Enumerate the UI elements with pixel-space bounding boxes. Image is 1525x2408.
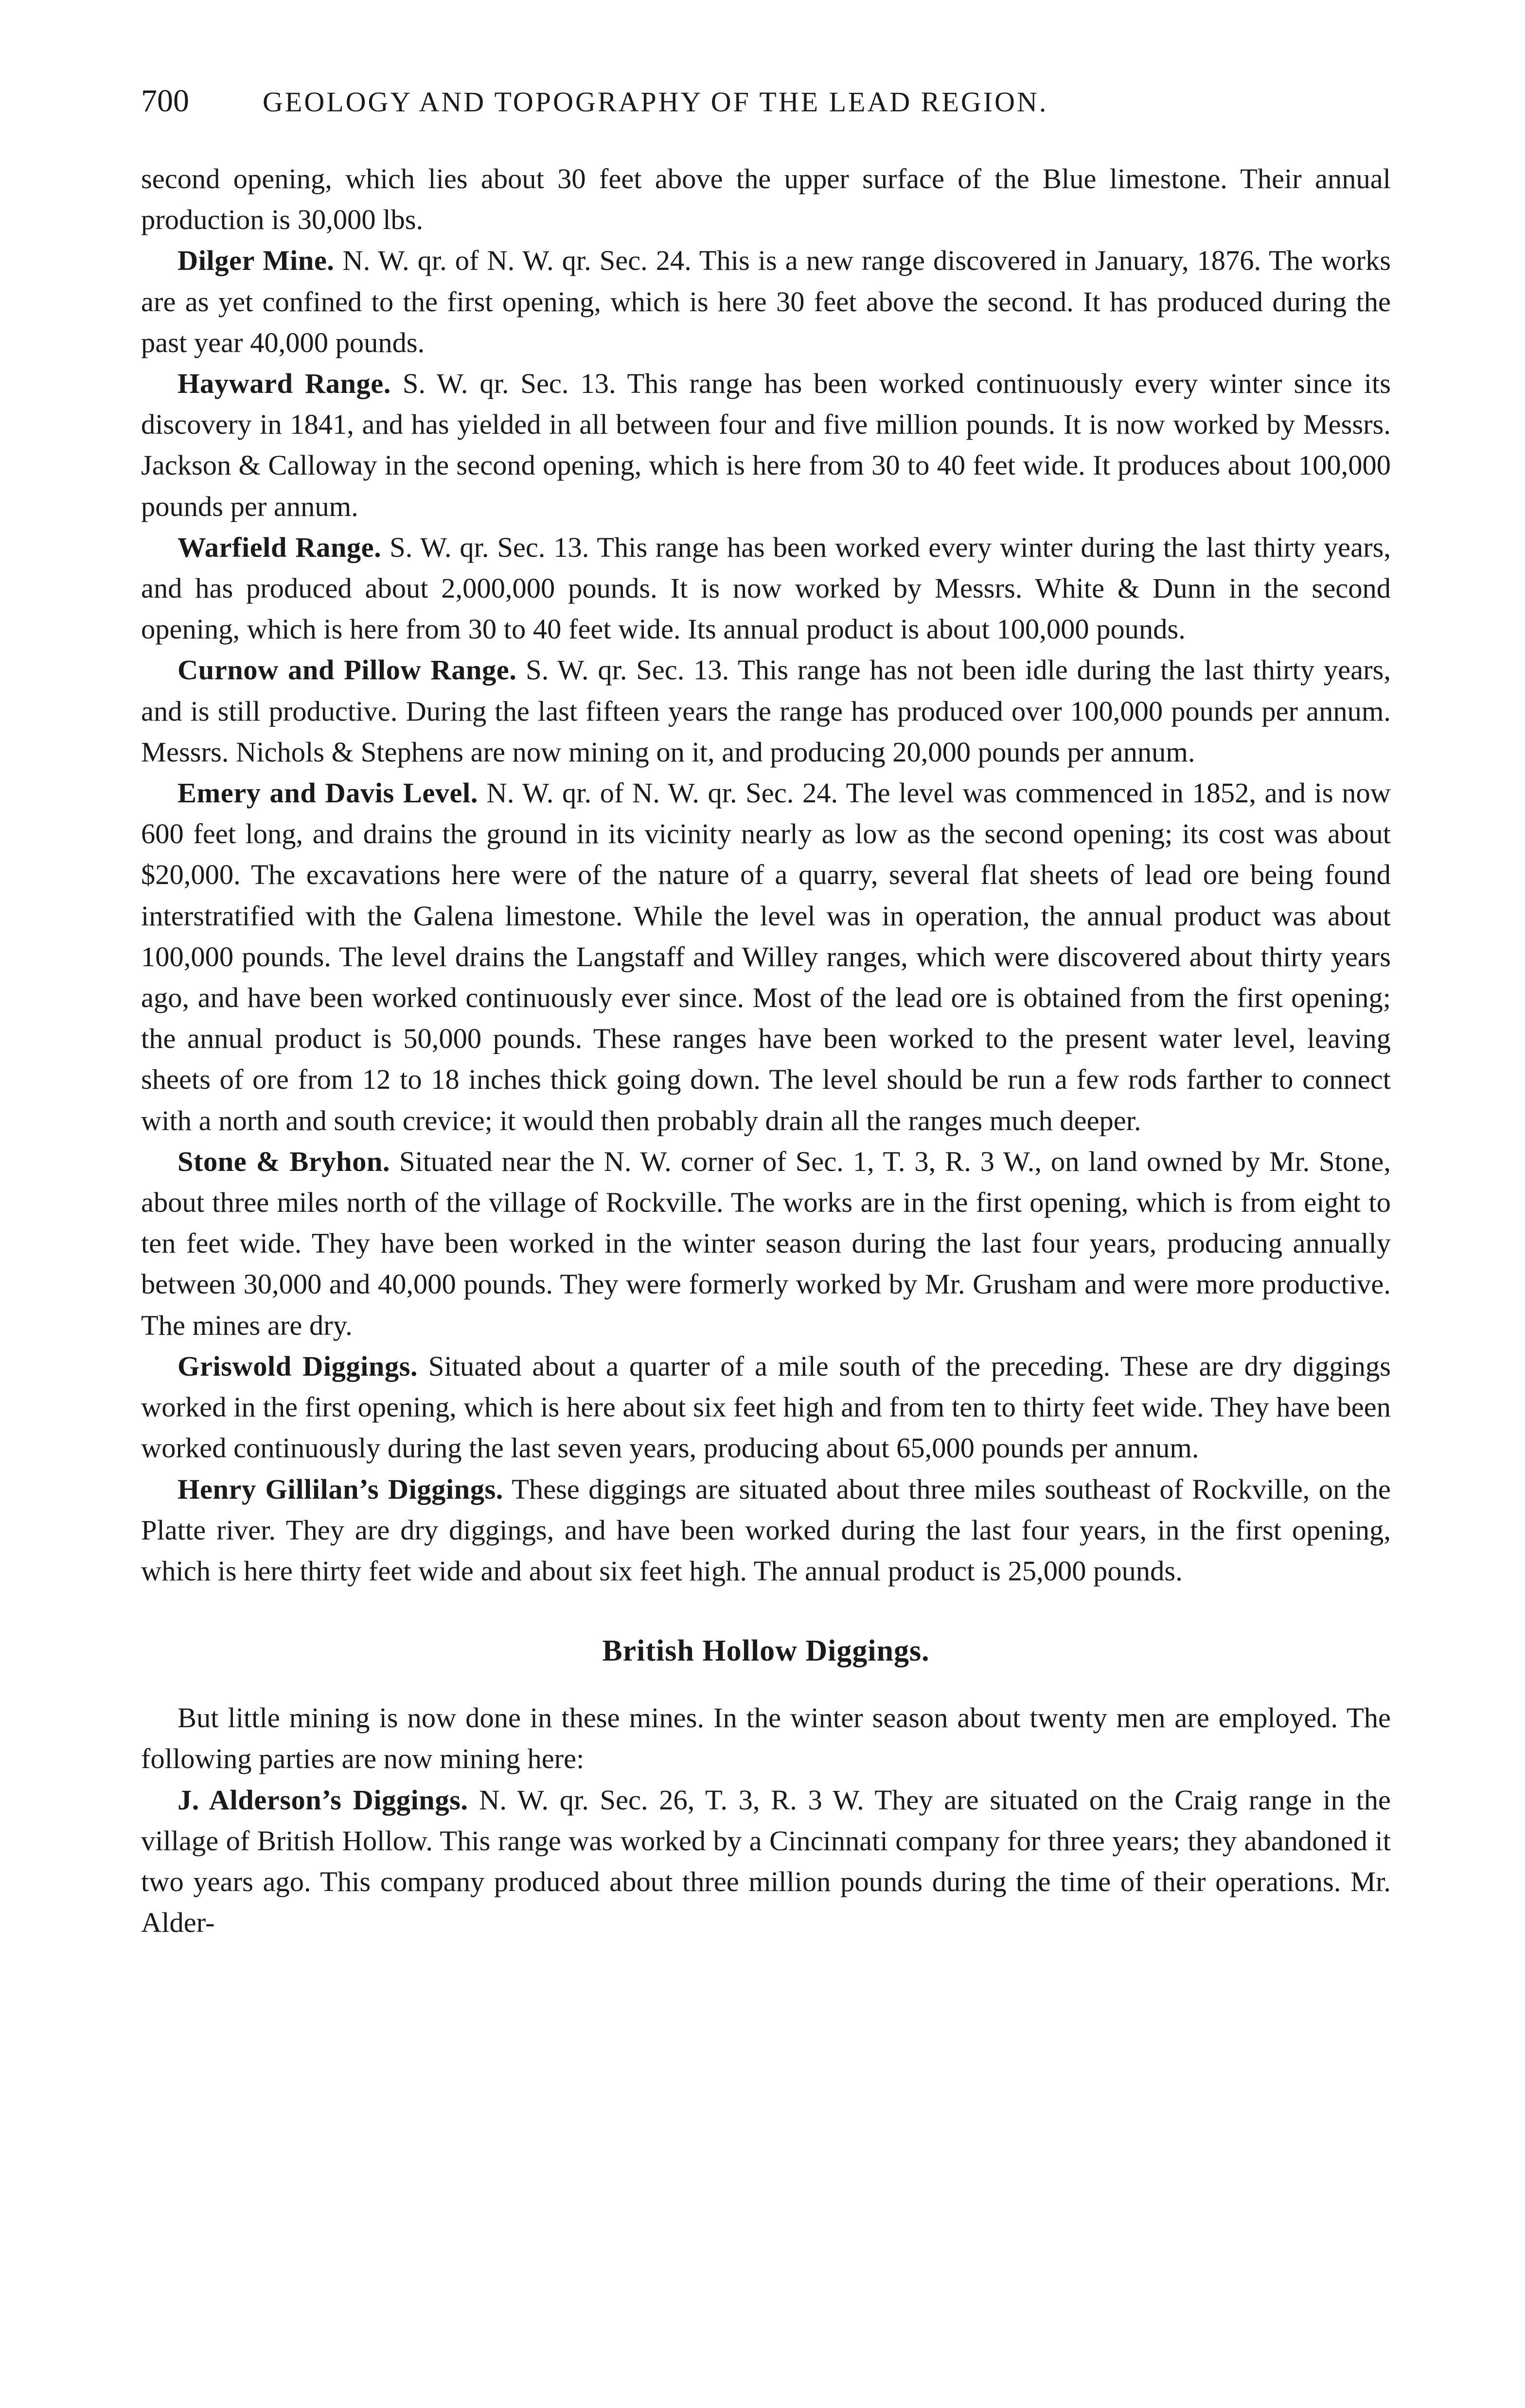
- entry-text: N. W. qr. Sec. 26, T. 3, R. 3 W. They are situated on the Craig range in the village of British Hollow. This range was worked by a Cincinnati company for three years; they abandoned it two years ago. This company produced about three million pounds during the time of their operations. Mr. Alder-: [141, 1784, 1391, 1939]
- entry-text: These diggings are situated about three miles southeast of Rockville, on the Platte river. They are dry diggings, and have been worked during the last four years, in the first opening, which is here thirty feet wide and about six feet high. The annual product is 25,000 pounds.: [141, 1473, 1391, 1587]
- entry-name: Henry Gillilan’s Diggings.: [177, 1473, 503, 1505]
- entry-text: S. W. qr. Sec. 13. This range has been worked every winter during the last thirty years, and has produced about 2,000,000 pounds. It is now worked by Messrs. White & Dunn in the second opening, which is here from 30 to 40 feet wide. Its annual product is about 100,000 pounds.: [141, 531, 1391, 645]
- mine-entry-stone-bryhon: [141, 1141, 1391, 1346]
- entry-name: Hayward Range.: [177, 368, 391, 400]
- mine-entry-hayward: [141, 363, 1391, 527]
- mine-entry-alderson: [141, 1780, 1391, 1944]
- entry-name: J. Alderson’s Diggings.: [177, 1784, 468, 1816]
- entry-name: Warfield Range.: [177, 531, 382, 563]
- entry-name: Curnow and Pillow Range.: [177, 654, 517, 686]
- running-title: GEOLOGY AND TOPOGRAPHY OF THE LEAD REGION.: [263, 86, 1048, 118]
- section-intro: But little mining is now done in these mines. In the winter season about twenty men are employed. The following parties are now mining here:: [141, 1702, 1391, 1775]
- entry-text: S. W. qr. Sec. 13. This range has not been idle during the last thirty years, and is still productive. During the last fifteen years the range has produced over 100,000 pounds per annum. Messrs. Nichols & Stephens are now mining on it, and producing 20,000 pounds per annum.: [141, 654, 1391, 768]
- mine-entry-warfield: [141, 527, 1391, 650]
- entry-text: S. W. qr. Sec. 13. This range has been worked continuously every winter since its discovery in 1841, and has yielded in all between four and five million pounds. It is now worked by Messrs. Jackson & Calloway in the second opening, which is here from 30 to 40 feet wide. It produces about 100,000 pounds per annum.: [141, 368, 1391, 522]
- entry-text: N. W. qr. of N. W. qr. Sec. 24. This is a new range discovered in January, 1876. The works are as yet confined to the first opening, which is here 30 feet above the second. It has produced during the past year 40,000 pounds.: [141, 245, 1391, 358]
- mine-entry-griswold: [141, 1346, 1391, 1469]
- section-heading: British Hollow Diggings.: [602, 1634, 930, 1668]
- entry-name: Emery and Davis Level.: [177, 777, 478, 809]
- body-text: [141, 159, 1391, 1943]
- entry-text: N. W. qr. of N. W. qr. Sec. 24. The level was commenced in 1852, and is now 600 feet long, and drains the ground in its vicinity nearly as low as the second opening; its cost was about $20,000. The excavations here were of the nature of a quarry, several flat sheets of lead ore being found interstratified with the Galena limestone. While the level was in operation, the annual product was about 100,000 pounds. The level drains the Langstaff and Willey ranges, which were discovered about thirty years ago, and have been worked continuously ever since. Most of the lead ore is obtained from the first opening; the annual product is 50,000 pounds. These ranges have been worked to the present water level, leaving sheets of ore from 12 to 18 inches thick going down. The level should be run a few rods farther to connect with a north and south crevice; it would then probably drain all the ranges much deeper.: [141, 777, 1391, 1136]
- entry-name: Stone & Bryhon.: [177, 1145, 390, 1177]
- entry-text: Situated near the N. W. corner of Sec. 1, T. 3, R. 3 W., on land owned by Mr. Stone, about three miles north of the village of Rockville. The works are in the first opening, which is from eight to ten feet wide. They have been worked in the winter season during the last four years, producing annually between 30,000 and 40,000 pounds. They were formerly worked by Mr. Grusham and were more productive. The mines are dry.: [141, 1145, 1391, 1341]
- continued-paragraph: second opening, which lies about 30 feet above the upper surface of the Blue limestone. Their annual production is 30,000 lbs.: [141, 163, 1391, 236]
- mine-entry-gillilan: [141, 1469, 1391, 1592]
- mine-entry-dilger: [141, 240, 1391, 363]
- book-page: [141, 83, 1391, 1943]
- mine-entry-emery-davis: [141, 773, 1391, 1141]
- page-number: 700: [141, 83, 189, 119]
- entry-name: Dilger Mine.: [177, 245, 335, 277]
- mine-entry-curnow-pillow: [141, 650, 1391, 773]
- page-header: [141, 83, 1391, 136]
- entry-name: Griswold Diggings.: [177, 1350, 418, 1382]
- entry-text: Situated about a quarter of a mile south of the preceding. These are dry diggings worked in the first opening, which is here about six feet high and from ten to thirty feet wide. They have been worked continuously during the last seven years, producing about 65,000 pounds per annum.: [141, 1350, 1391, 1464]
